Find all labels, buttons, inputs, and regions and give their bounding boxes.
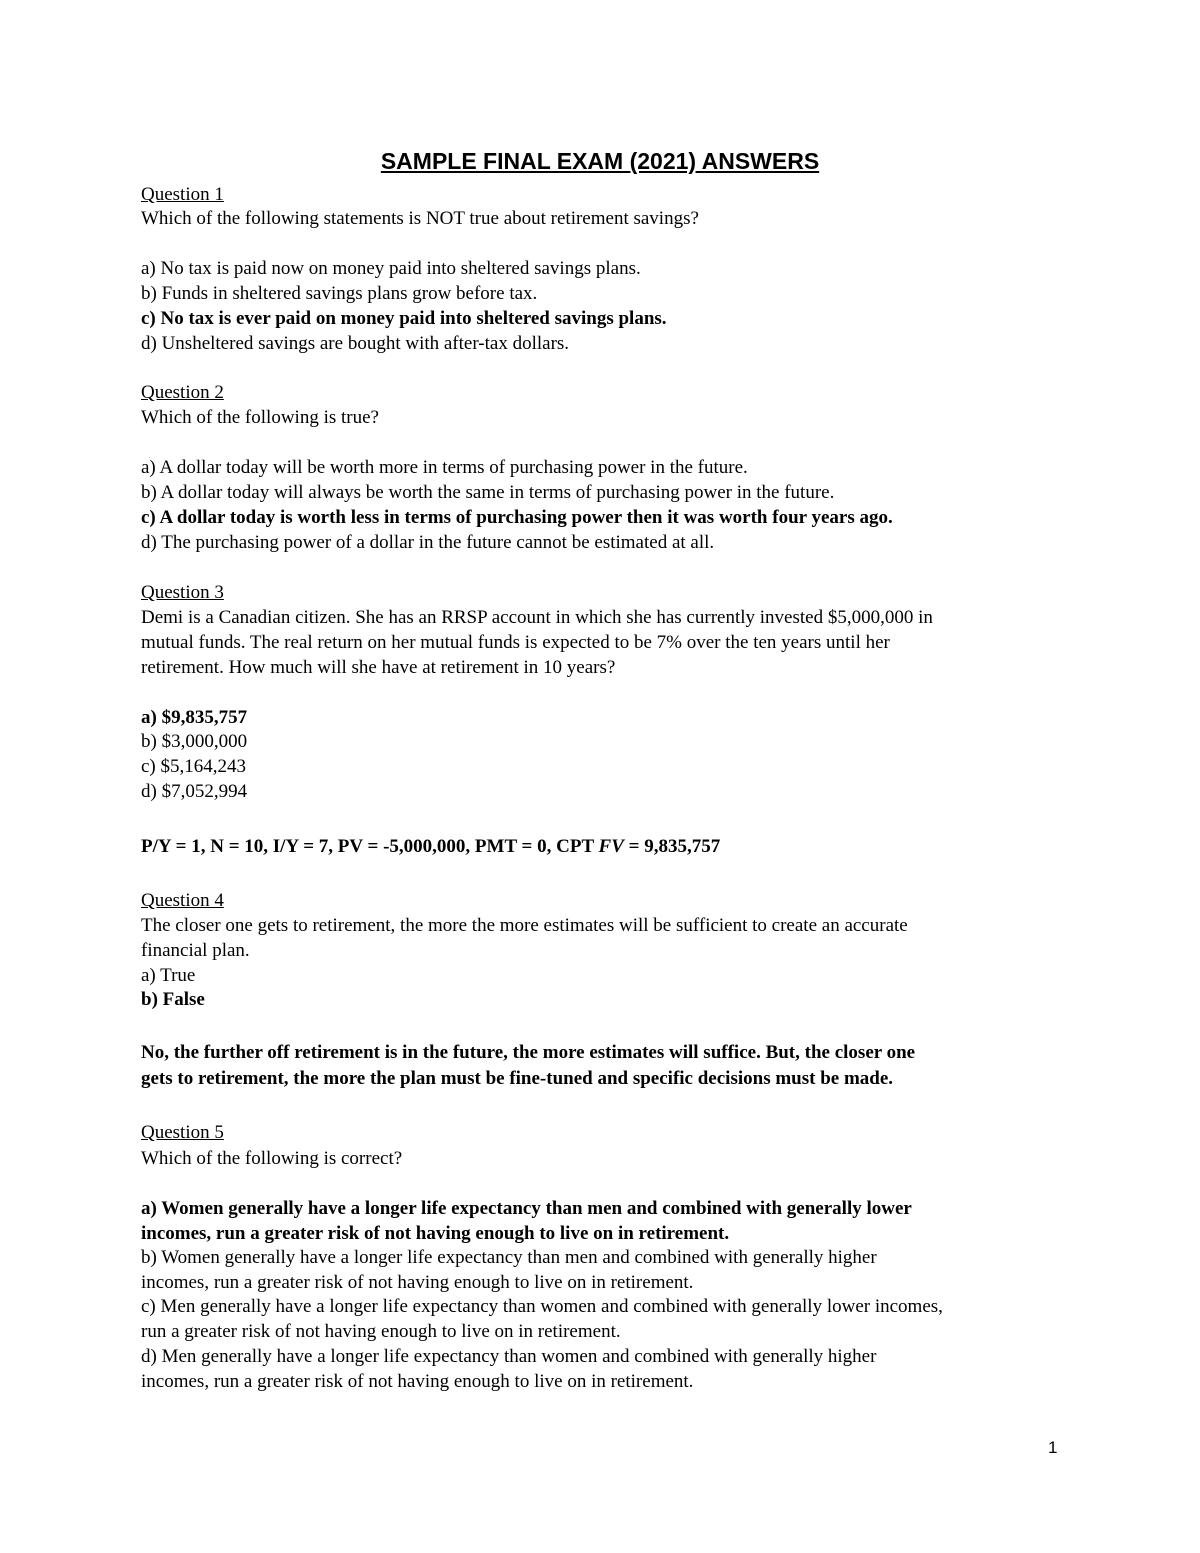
- question-5-option-c: run a greater risk of not having enough to live on in retirement.: [141, 1321, 621, 1342]
- question-3-option-c: c) $5,164,243: [141, 756, 247, 777]
- question-5-prompt: Which of the following is correct?: [141, 1148, 403, 1169]
- question-2-option-b: b) A dollar today will always be worth the same in terms of purchasing power in the future.: [141, 482, 835, 503]
- question-3-option-b: b) $3,000,000: [141, 731, 248, 752]
- question-5-option-d: incomes, run a greater risk of not having enough to live on in retirement.: [141, 1371, 694, 1392]
- question-2-option-a: a) A dollar today will be worth more in terms of purchasing power in the future.: [141, 457, 748, 478]
- calculation-variable: FV: [598, 836, 624, 857]
- question-2-option-c-answer: c) A dollar today is worth less in terms of purchasing power then it was worth four years ago.: [141, 507, 893, 528]
- question-5-option-c: c) Men generally have a longer life expectancy than women and combined with generally lower incomes,: [141, 1296, 943, 1317]
- page-number: 1: [1048, 1438, 1058, 1457]
- question-1-option-a: a) No tax is paid now on money paid into sheltered savings plans.: [141, 258, 641, 279]
- question-5-option-d: d) Men generally have a longer life expectancy than women and combined with generally higher: [141, 1346, 877, 1367]
- question-4-prompt-line: financial plan.: [141, 940, 250, 961]
- question-3-option-a-answer: a) $9,835,757: [141, 707, 248, 728]
- question-2-heading: Question 2: [141, 382, 224, 403]
- question-2-option-d: d) The purchasing power of a dollar in the future cannot be estimated at all.: [141, 532, 715, 553]
- question-1-prompt: Which of the following statements is NOT true about retirement savings?: [141, 208, 699, 229]
- question-5-option-b: b) Women generally have a longer life expectancy than men and combined with generally higher: [141, 1247, 877, 1268]
- calculation-inputs: P/Y = 1, N = 10, I/Y = 7, PV = -5,000,000, PMT = 0, CPT: [141, 836, 599, 857]
- question-3-heading: Question 3: [141, 582, 224, 603]
- question-4-explanation-line: No, the further off retirement is in the future, the more estimates will suffice. But, the closer one: [141, 1042, 916, 1063]
- question-2-prompt: Which of the following is true?: [141, 407, 379, 428]
- question-4-explanation-line: gets to retirement, the more the plan must be fine-tuned and specific decisions must be made.: [141, 1068, 894, 1089]
- question-4-option-b-answer: b) False: [141, 989, 205, 1010]
- question-4-heading: Question 4: [141, 890, 224, 911]
- question-3-option-d: d) $7,052,994: [141, 781, 248, 802]
- question-1-heading: Question 1: [141, 184, 224, 205]
- question-5-heading: Question 5: [141, 1122, 224, 1143]
- question-4-option-a: a) True: [141, 965, 196, 986]
- question-1-option-d: d) Unsheltered savings are bought with after-tax dollars.: [141, 333, 570, 354]
- question-5-option-b: incomes, run a greater risk of not having enough to live on in retirement.: [141, 1272, 694, 1293]
- question-3-calculation: [141, 834, 720, 859]
- calculation-result: = 9,835,757: [623, 836, 721, 857]
- question-4-prompt-line: The closer one gets to retirement, the more the more estimates will be sufficient to create an accurate: [141, 915, 908, 936]
- question-3-prompt-line: Demi is a Canadian citizen. She has an RRSP account in which she has currently invested $5,000,000 in: [141, 607, 933, 628]
- page-title: SAMPLE FINAL EXAM (2021) ANSWERS: [380, 148, 820, 174]
- question-5-option-a-answer: incomes, run a greater risk of not having enough to live on in retirement.: [141, 1223, 730, 1244]
- question-1-option-c-answer: c) No tax is ever paid on money paid into sheltered savings plans.: [141, 308, 667, 329]
- question-5-option-a-answer: a) Women generally have a longer life expectancy than men and combined with generally lower: [141, 1198, 912, 1219]
- question-3-prompt-line: retirement. How much will she have at retirement in 10 years?: [141, 657, 616, 678]
- question-3-prompt-line: mutual funds. The real return on her mutual funds is expected to be 7% over the ten years until her: [141, 632, 890, 653]
- question-1-option-b: b) Funds in sheltered savings plans grow before tax.: [141, 283, 538, 304]
